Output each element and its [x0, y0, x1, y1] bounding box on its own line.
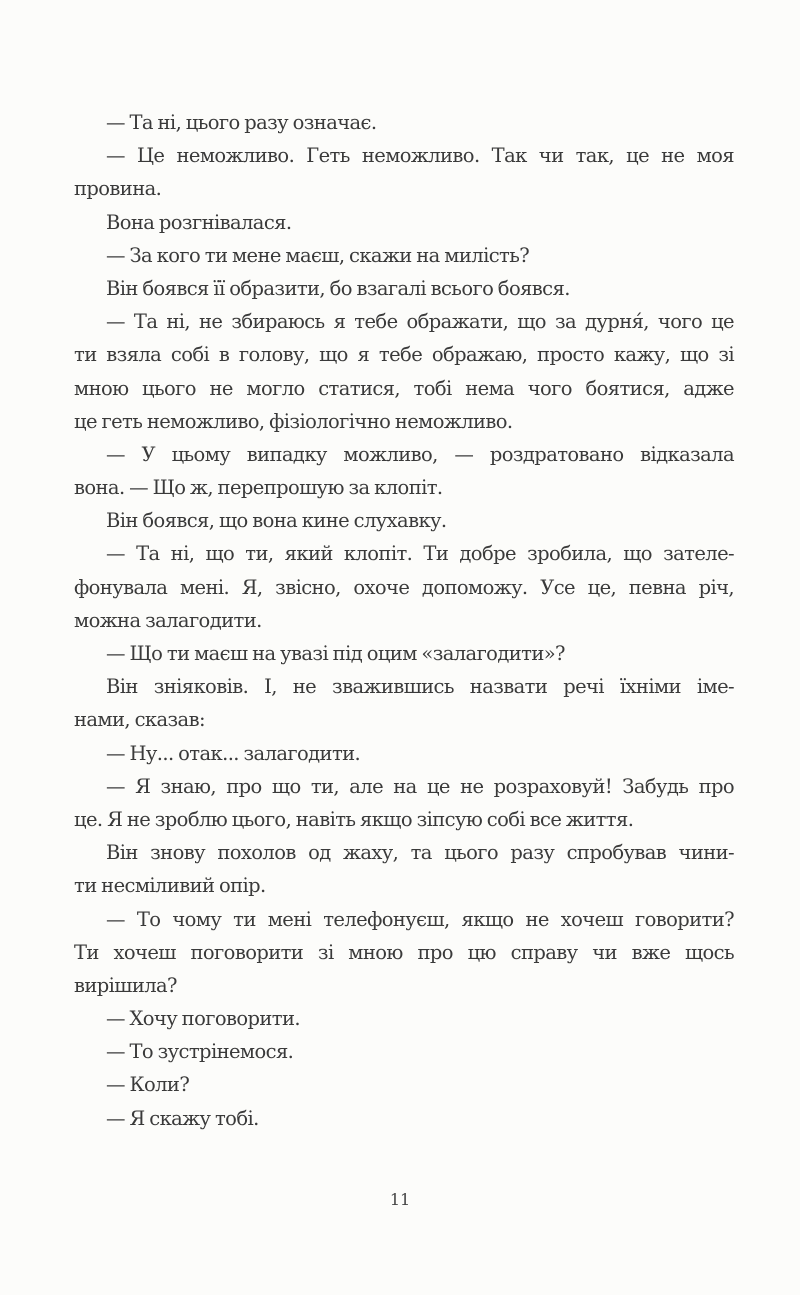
text-line: вона. — Що ж, перепрошую за клопіт. [74, 476, 443, 500]
text-line: — Та ні, що ти, який клопіт. Ти добре зробила, що зателе- [106, 542, 734, 566]
text-line: — Я скажу тобі. [106, 1106, 259, 1130]
text-line: Вона розгнівалася. [106, 210, 292, 234]
text-line: Ти хочеш поговорити зі мною про цю справу чи вже щось [74, 940, 734, 964]
text-line: — То зустрінемося. [106, 1040, 294, 1064]
text-line: провина. [74, 177, 162, 201]
text-line: вирішила? [74, 973, 177, 997]
text-line: — Хочу поговорити. [106, 1007, 300, 1031]
text-line: — То чому ти мені телефонуєш, якщо не хочеш говорити? [106, 907, 734, 931]
text-line: можна залагодити. [74, 608, 262, 632]
text-line: — Та ні, цього разу означає. [106, 111, 377, 134]
text-line: це геть неможливо, фізіологічно неможливо. [74, 409, 513, 433]
text-line: нами, сказав: [74, 708, 205, 732]
text-line: — За кого ти мене маєш, скажи на милість? [106, 243, 530, 267]
text-line: мною цього не могло статися, тобі нема чого боятися, адже [74, 376, 734, 400]
text-line: Він знову похолов од жаху, та цього разу спробував чини- [106, 841, 734, 865]
text-line: — У цьому випадку можливо, — роздратовано відказала [106, 442, 734, 466]
text-line: — Що ти маєш на увазі під оцим «залагодити»? [106, 642, 565, 665]
text-line: Він зніяковів. І, не зважившись назвати речі їхніми іме- [106, 675, 734, 699]
text-line: фонувала мені. Я, звісно, охоче допоможу. Усе це, певна річ, [74, 575, 734, 599]
text-line: — Та ні, не збираюсь я тебе ображати, що за дурня́, чого це [106, 310, 734, 334]
page-number: 11 [389, 1190, 411, 1209]
text-line: ти взяла собі в голову, що я тебе ображаю, просто кажу, що зі [74, 343, 734, 367]
text-line: Він боявся, що вона кине слухавку. [106, 509, 447, 533]
text-line: це. Я не зроблю цього, навіть якщо зіпсую собі все життя. [74, 807, 634, 831]
text-line: — Коли? [106, 1073, 190, 1097]
text-line: — Це неможливо. Геть неможливо. Так чи так, це не моя [106, 144, 734, 168]
text-line: — Я знаю, про що ти, але на це не розраховуй! Забудь про [106, 774, 734, 798]
text-line: — Ну... отак... залагодити. [106, 741, 361, 765]
text-line: ти несміливий опір. [74, 874, 266, 898]
text-line: Він боявся її образити, бо взагалі всього боявся. [106, 276, 570, 300]
page-body-text [74, 106, 734, 1135]
